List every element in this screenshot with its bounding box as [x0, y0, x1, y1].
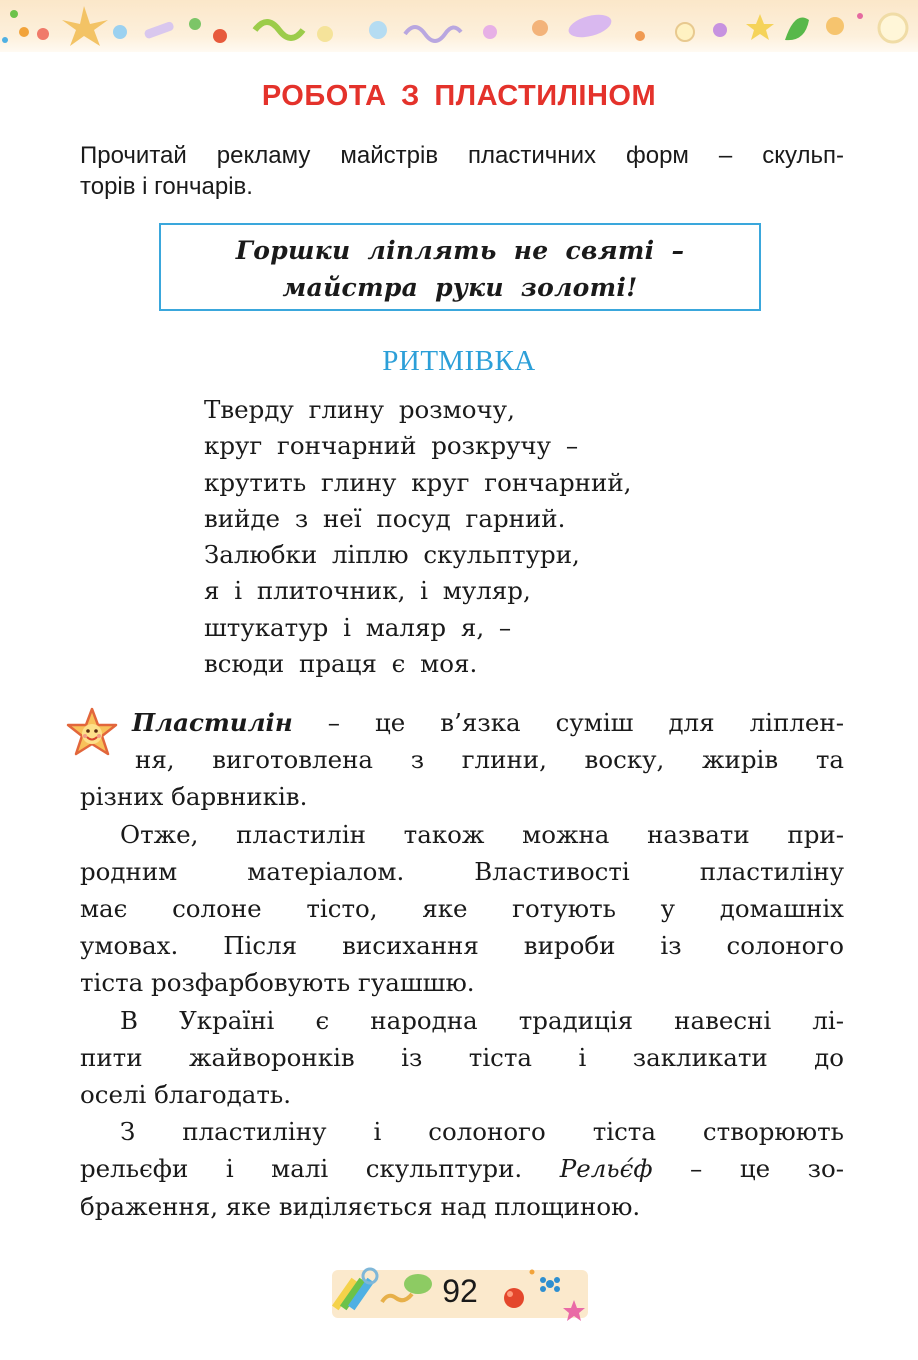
intro-line: торів і гончарів. [80, 173, 253, 200]
intro-line: Прочитай рекламу майстрів пластичних форм – скульп- [80, 142, 844, 169]
definition-line: різних барвників. [80, 782, 308, 812]
proverb-box [159, 223, 761, 311]
definition-line: ня, виготовлена з глини, воску, жирів та [135, 745, 844, 775]
page-number: 92 [442, 1273, 478, 1309]
paragraph-line: родним матеріалом. Властивості пластиліну [80, 856, 844, 886]
paragraph-line: оселі благодать. [80, 1080, 292, 1110]
definition-text: – це в’язка суміш для ліплен- [292, 708, 844, 737]
intro-paragraph [80, 140, 844, 202]
definition-line [80, 704, 844, 741]
poem-line: круг гончарний розкручу – [204, 431, 579, 461]
paragraph-line: З пластиліну і солоного тіста створюють [120, 1117, 844, 1147]
poem-line: я і плиточник, і муляр, [204, 576, 531, 606]
poem-line: Залюбки ліплю скульптури, [204, 540, 580, 570]
proverb-line: Горшки ліплять не святі – [235, 236, 685, 265]
decorative-border-icon [0, 0, 918, 52]
poem-line: вийде з неї посуд гарний. [204, 503, 566, 533]
poem [204, 392, 764, 682]
paragraph-line [80, 1150, 844, 1187]
paragraph-text: – це зо- [652, 1154, 844, 1184]
proverb-line: майстра руки золоті! [282, 273, 638, 302]
page-title: РОБОТА З ПЛАСТИЛІНОМ [261, 80, 657, 112]
paragraph-line: пити жайворонків із тіста і закликати до [80, 1042, 844, 1072]
page-footer [322, 1262, 594, 1326]
definition-term: Пластилін [132, 708, 293, 737]
section-subtitle: РИТМІВКА [382, 345, 536, 377]
paragraph-line: тіста розфарбовують гуашшю. [80, 968, 475, 998]
poem-line: штукатур і маляр я, – [204, 612, 512, 642]
main-text [80, 704, 844, 1225]
top-decorative-border [0, 0, 918, 52]
relief-term: Рельє́ф [559, 1154, 653, 1184]
poem-line: Тверду глину розмочу, [204, 395, 515, 424]
poem-line: крутить глину круг гончарний, [204, 467, 632, 497]
paragraph-line: умовах. Після висихання вироби із солоного [80, 931, 844, 961]
poem-line: всюди праця є моя. [204, 649, 478, 679]
paragraph-line: браження, яке виділяється над площиною. [80, 1191, 641, 1221]
paragraph-text: рельєфи і малі скульптури. [80, 1154, 560, 1184]
paragraph-line: має солоне тісто, яке готують у домашніх [80, 894, 844, 924]
paragraph-line: Отже, пластилін також можна назвати при- [120, 819, 844, 849]
paragraph-line: В Україні є народна традиція навесні лі- [120, 1005, 844, 1035]
